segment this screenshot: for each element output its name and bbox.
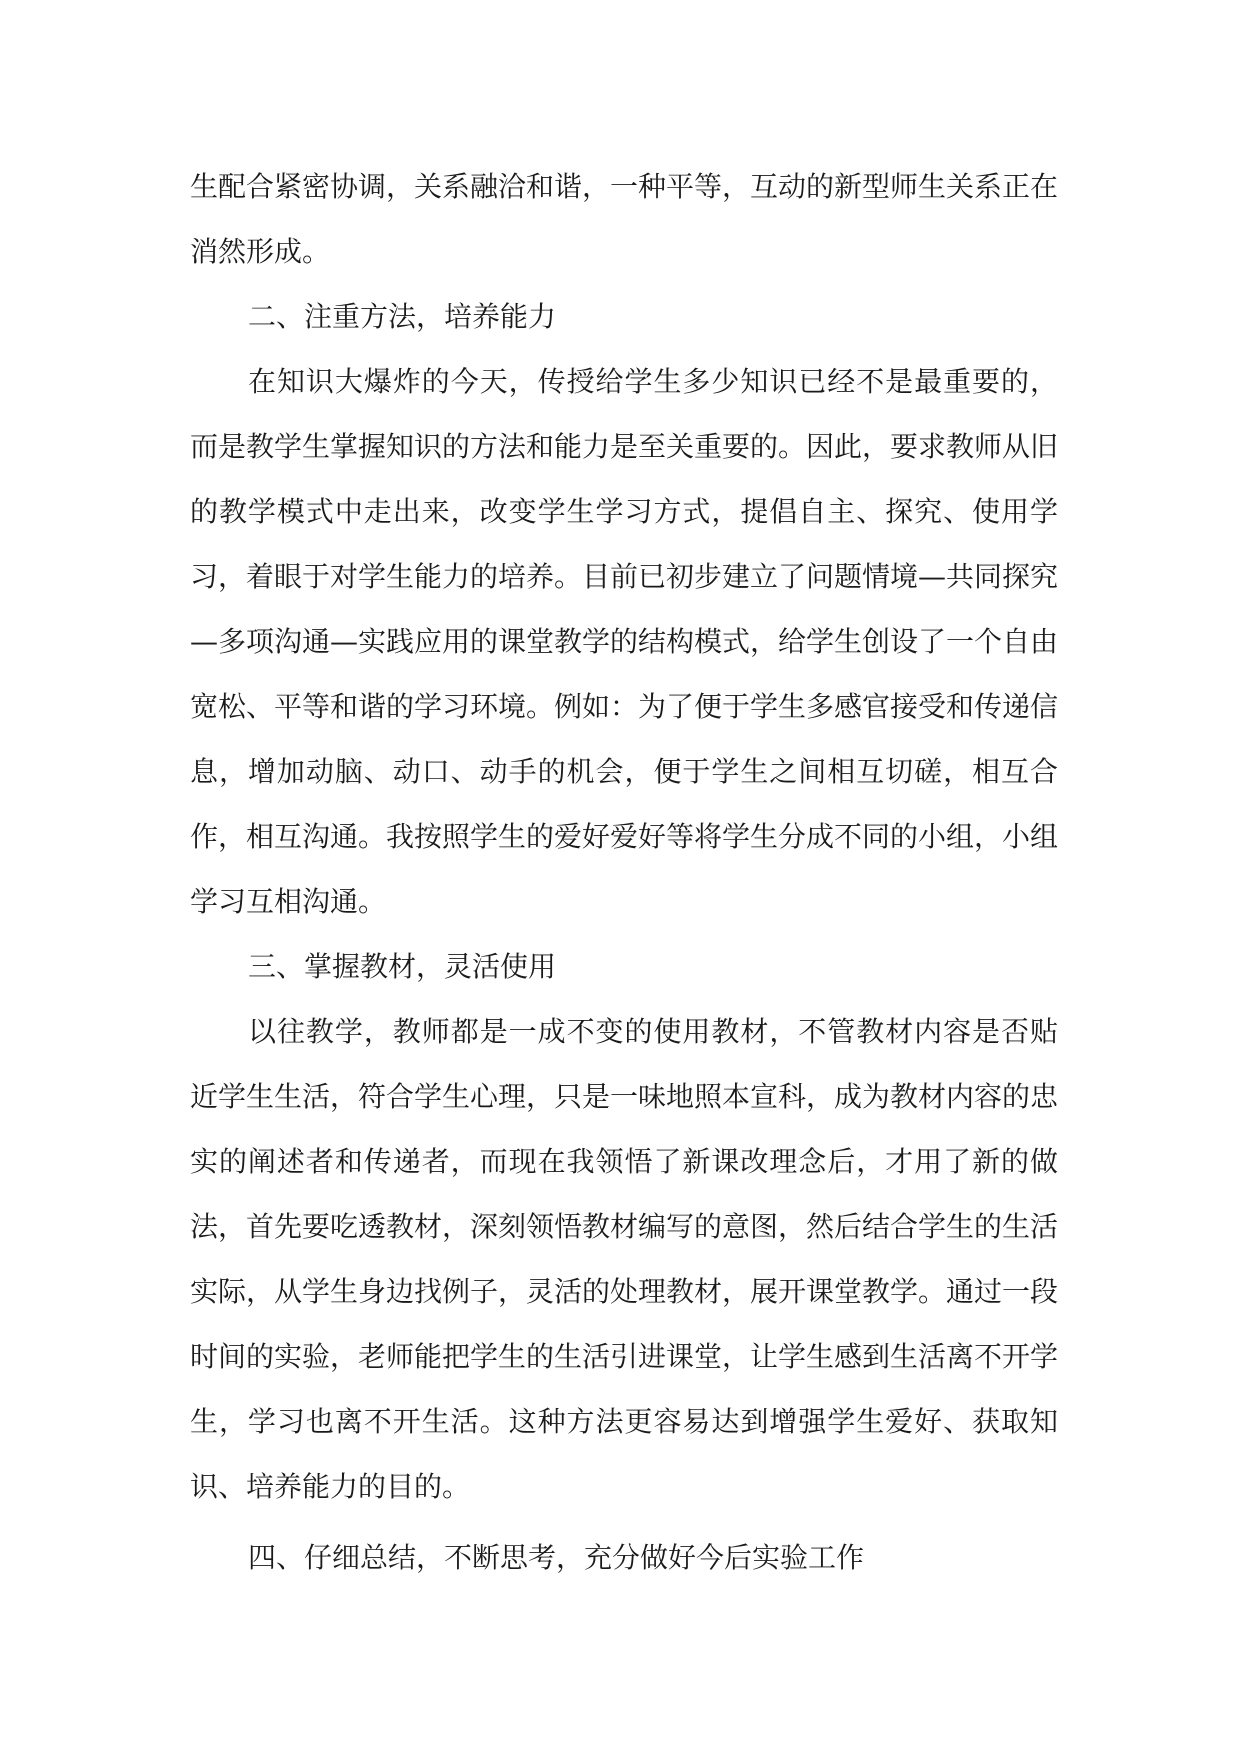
section-heading-textbook: 三、掌握教材，灵活使用 [248,950,557,983]
paragraph-methods: 在知识大爆炸的今天，传授给学生多少知识已经不是最重要的，而是教学生掌握知识的方法和能力是至关重要的。因此，要求教师从旧的教学模式中走出来，改变学生学习方式，提倡自主、探究、使用学习，着眼于对学生能力的培养。目前已初步建立了问题情境—共同探究—多项沟通—实践应用的课堂教学的结构模式，给学生创设了一个自由宽松、平等和谐的学习环境。例如：为了便于学生多感官接受和传递信息，增加动脑、动口、动手的机会，便于学生之间相互切磋，相互合作，相互沟通。我按照学生的爱好爱好等将学生分成不同的小组，小组学习互相沟通。 [190,365,1059,918]
section-heading-summary: 四、仔细总结，不断思考，充分做好今后实验工作 [248,1541,865,1574]
document-body [190,154,1058,1590]
paragraph-textbook: 以往教学，教师都是一成不变的使用教材，不管教材内容是否贴近学生生活，符合学生心理，只是一味地照本宣科，成为教材内容的忠实的阐述者和传递者，而现在我领悟了新课改理念后，才用了新的做法，首先要吃透教材，深刻领悟教材编写的意图，然后结合学生的生活实际，从学生身边找例子，灵活的处理教材，展开课堂教学。通过一段时间的实验，老师能把学生的生活引进课堂，让学生感到生活离不开学生，学习也离不开生活。这种方法更容易达到增强学生爱好、获取知识、培养能力的目的。 [190,1015,1059,1503]
section-heading-methods: 二、注重方法，培养能力 [248,300,557,333]
paragraph-continuation: 生配合紧密协调，关系融洽和谐，一种平等，互动的新型师生关系正在消然形成。 [190,170,1059,268]
